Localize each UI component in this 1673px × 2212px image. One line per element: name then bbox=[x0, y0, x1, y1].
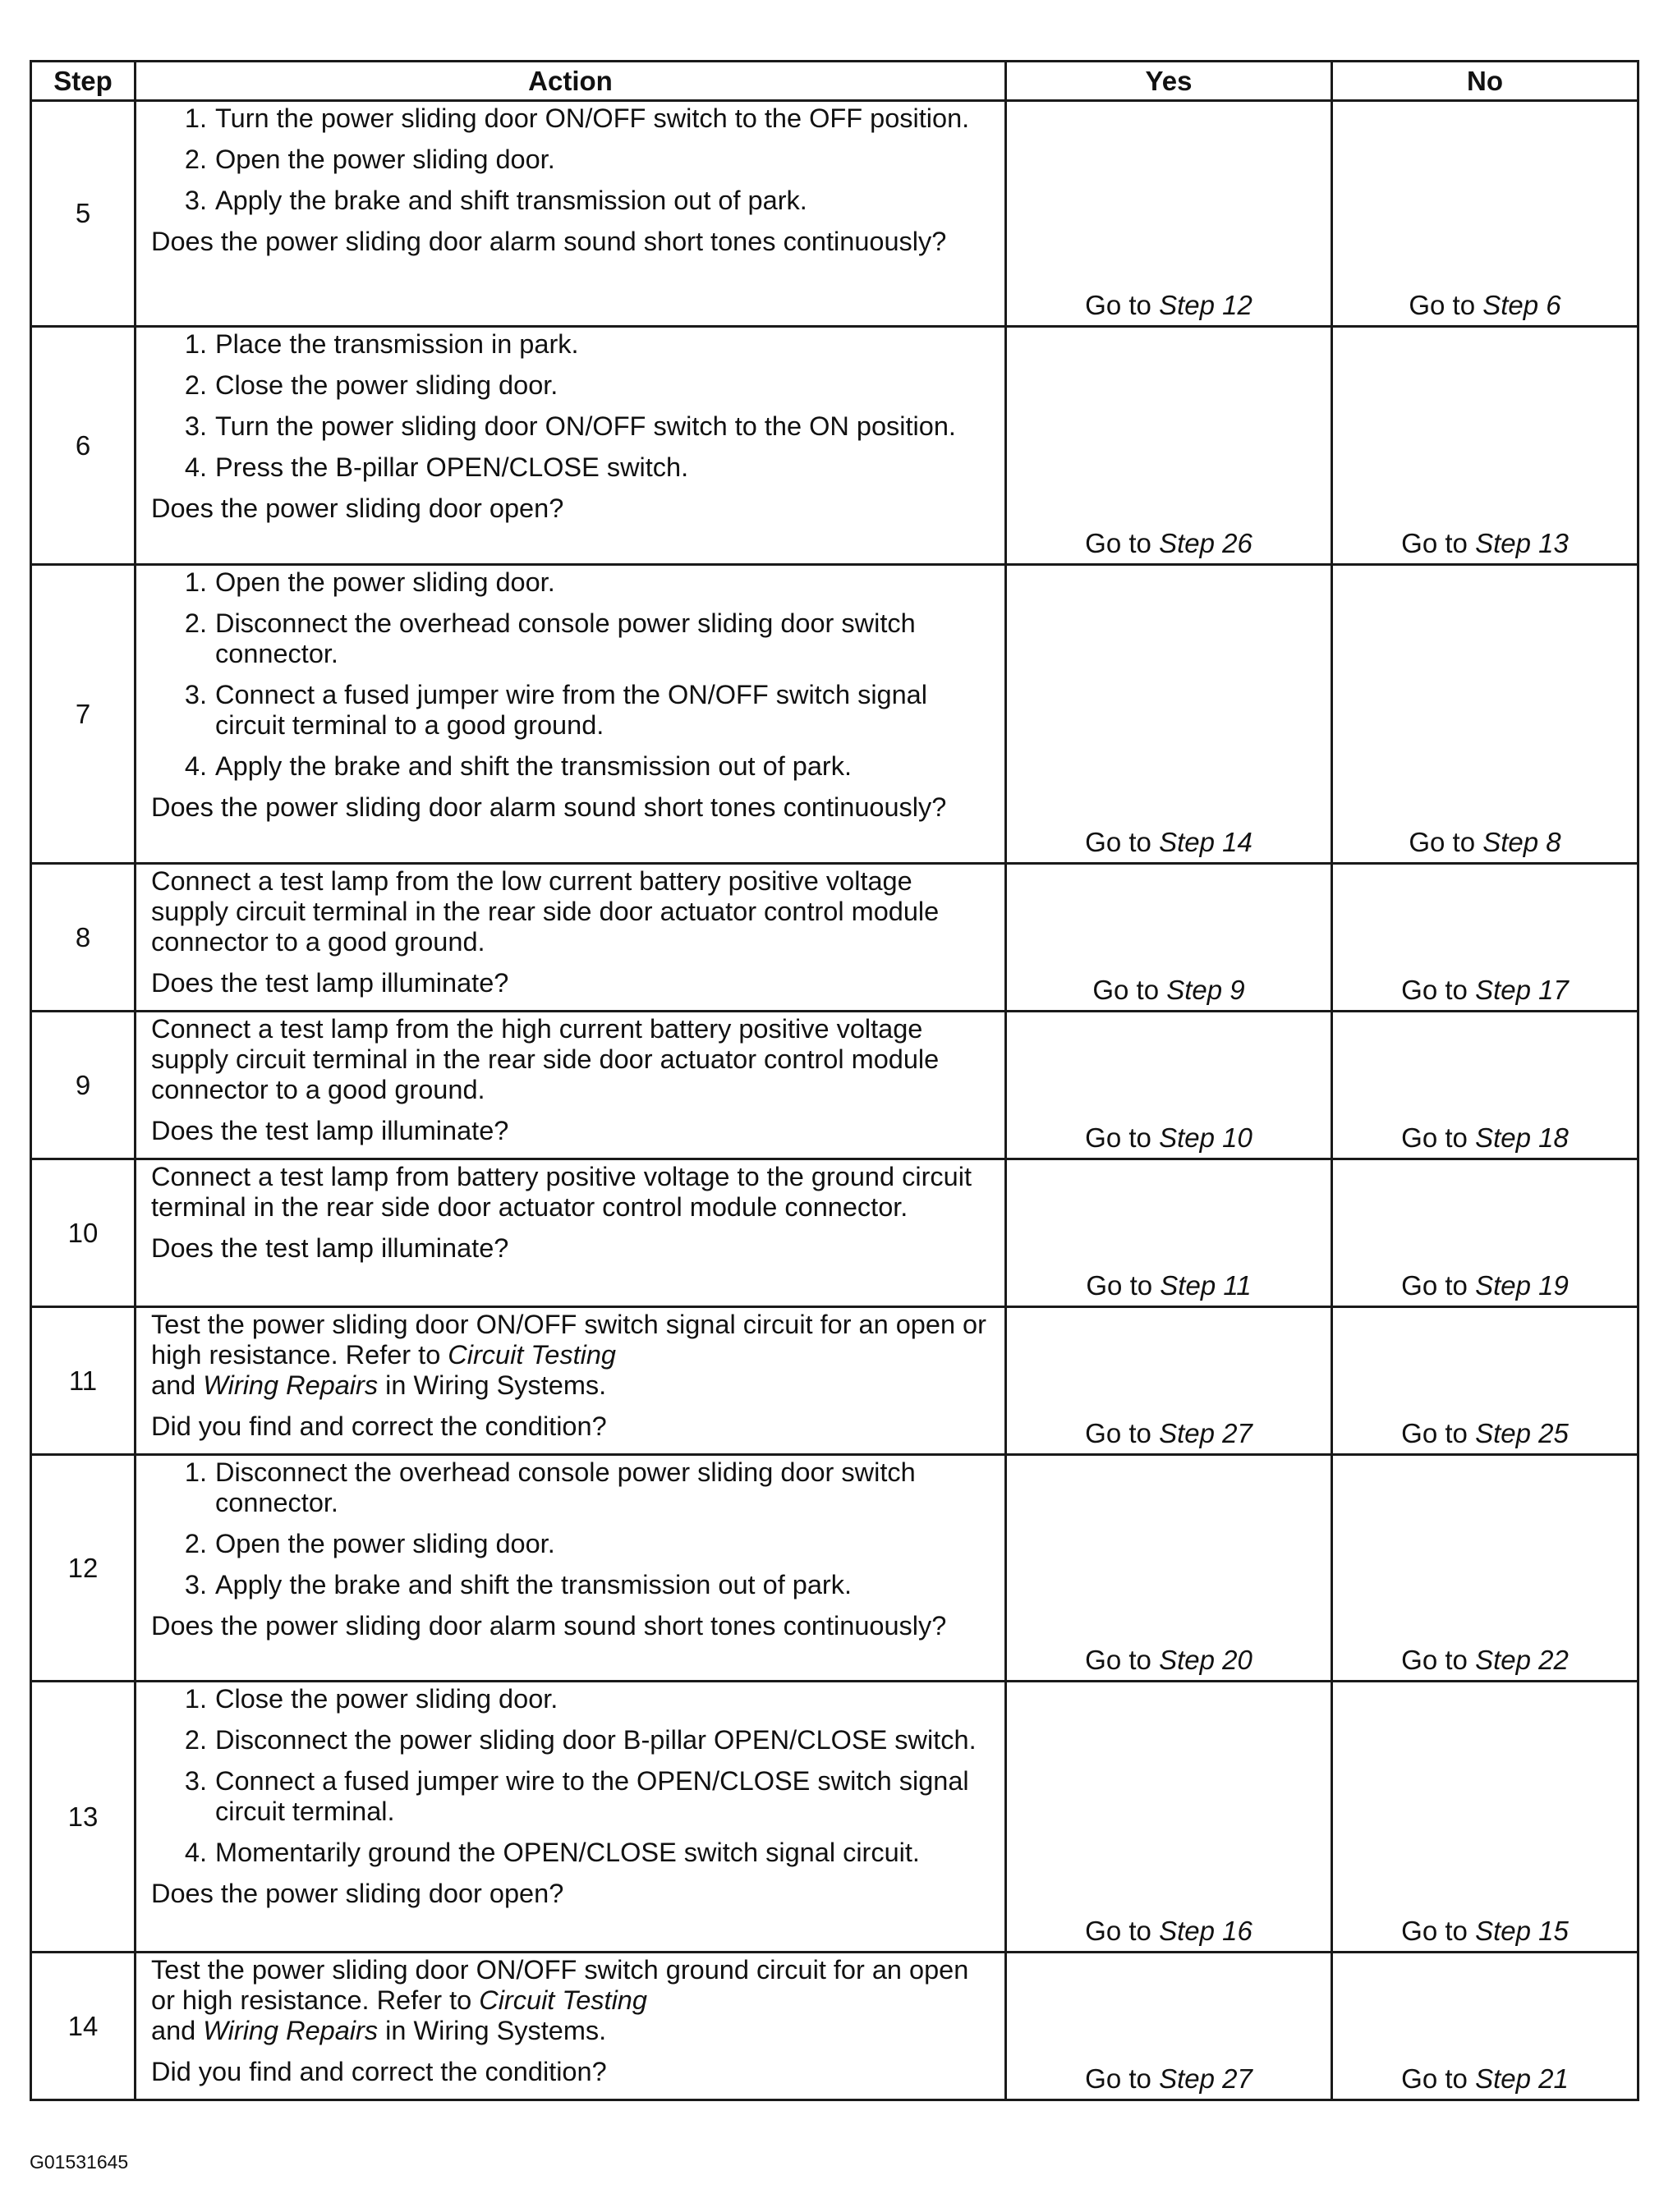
goto-yes bbox=[1085, 827, 1252, 857]
goto-prefix: Go to bbox=[1401, 975, 1476, 1005]
step-question: Does the power sliding door open? bbox=[151, 493, 564, 523]
goto-no bbox=[1409, 290, 1560, 320]
action-text bbox=[151, 1310, 996, 1401]
no-result bbox=[1332, 1953, 1639, 2100]
substep-item bbox=[151, 608, 996, 669]
yes-result bbox=[1006, 1953, 1332, 2100]
header-step: Step bbox=[31, 62, 136, 101]
step-number: 6 bbox=[31, 327, 136, 565]
action-text bbox=[151, 1162, 996, 1223]
no-result bbox=[1332, 327, 1639, 565]
substep-item bbox=[151, 1684, 996, 1714]
substep-item bbox=[151, 186, 996, 216]
substep-number: 1 . bbox=[176, 1457, 207, 1488]
action-text-main: Connect a test lamp from the high current battery positive voltage supply circuit terminal in the rear side door actuator control module connector to a good ground. bbox=[151, 1014, 940, 1104]
reference-wiring-repairs: Wiring Repairs bbox=[203, 2016, 379, 2045]
goto-prefix: Go to bbox=[1085, 1418, 1160, 1448]
action-text-main: Test the power sliding door ON/OFF switch signal circuit for an open or high resistance. Refer to bbox=[151, 1310, 986, 1370]
substep-text: Apply the brake and shift the transmission out of park. bbox=[215, 751, 853, 781]
step-number: 12 bbox=[31, 1455, 136, 1682]
goto-prefix: Go to bbox=[1409, 827, 1483, 857]
substep-number: 4 . bbox=[176, 1838, 207, 1868]
goto-step-target: Step 16 bbox=[1159, 1916, 1252, 1946]
header-action: Action bbox=[136, 62, 1006, 101]
substep-number: 3 . bbox=[176, 1570, 207, 1600]
step-question: Does the power sliding door open? bbox=[151, 1879, 564, 1908]
substep-item bbox=[151, 411, 996, 442]
goto-step-target: Step 25 bbox=[1475, 1418, 1569, 1448]
goto-prefix: Go to bbox=[1401, 1645, 1476, 1675]
step-number: 10 bbox=[31, 1159, 136, 1307]
substep-item bbox=[151, 1570, 996, 1600]
goto-step-target: Step 19 bbox=[1475, 1270, 1569, 1301]
substep-text: Momentarily ground the OPEN/CLOSE switch signal circuit. bbox=[215, 1838, 920, 1867]
substep-number: 1 . bbox=[176, 567, 207, 598]
step-number: 11 bbox=[31, 1307, 136, 1455]
action-text bbox=[151, 1955, 996, 2046]
substep-number: 2 . bbox=[176, 1529, 207, 1559]
yes-result bbox=[1006, 1682, 1332, 1953]
substep-number: 2 . bbox=[176, 370, 207, 401]
substep-number: 3 . bbox=[176, 1766, 207, 1797]
goto-yes bbox=[1086, 1270, 1251, 1301]
step-number: 7 bbox=[31, 565, 136, 864]
substep-number: 3 . bbox=[176, 680, 207, 710]
substep-number: 2 . bbox=[176, 1725, 207, 1755]
reference-tail: in Wiring Systems. bbox=[385, 1370, 607, 1400]
goto-yes bbox=[1085, 1645, 1252, 1675]
figure-id: G01531645 bbox=[30, 2151, 129, 2173]
goto-prefix: Go to bbox=[1401, 1270, 1476, 1301]
goto-prefix: Go to bbox=[1401, 1122, 1476, 1153]
goto-step-target: Step 8 bbox=[1482, 827, 1561, 857]
goto-prefix: Go to bbox=[1085, 528, 1160, 558]
table-header-row bbox=[31, 62, 1639, 101]
goto-prefix: Go to bbox=[1086, 1270, 1161, 1301]
goto-prefix: Go to bbox=[1085, 2063, 1160, 2094]
step-question: Does the test lamp illuminate? bbox=[151, 1116, 509, 1145]
yes-result bbox=[1006, 1012, 1332, 1159]
goto-prefix: Go to bbox=[1401, 1916, 1476, 1946]
substep-item bbox=[151, 103, 996, 134]
substep-text: Close the power sliding door. bbox=[215, 1684, 558, 1714]
substep-number: 1 . bbox=[176, 329, 207, 360]
goto-yes bbox=[1092, 975, 1244, 1005]
substep-number: 3 . bbox=[176, 186, 207, 216]
goto-no bbox=[1401, 1916, 1569, 1946]
step-question: Does the test lamp illuminate? bbox=[151, 968, 509, 998]
substep-text: Turn the power sliding door ON/OFF switch to the OFF position. bbox=[215, 103, 970, 133]
substep-list bbox=[151, 1684, 996, 1868]
substep-text: Disconnect the overhead console power sliding door switch connector. bbox=[215, 608, 916, 668]
diagnostic-document bbox=[30, 60, 1637, 2101]
substep-item bbox=[151, 370, 996, 401]
action-text bbox=[151, 866, 996, 957]
step-question: Does the test lamp illuminate? bbox=[151, 1233, 509, 1263]
goto-prefix: Go to bbox=[1085, 1122, 1160, 1153]
substep-number: 2 . bbox=[176, 608, 207, 639]
goto-step-target: Step 18 bbox=[1475, 1122, 1569, 1153]
goto-yes bbox=[1085, 2063, 1252, 2094]
substep-text: Connect a fused jumper wire from the ON/OFF switch signal circuit terminal to a good ground. bbox=[215, 680, 927, 740]
step-number: 8 bbox=[31, 864, 136, 1012]
no-result bbox=[1332, 864, 1639, 1012]
substep-text: Connect a fused jumper wire to the OPEN/CLOSE switch signal circuit terminal. bbox=[215, 1766, 969, 1826]
step-number: 9 bbox=[31, 1012, 136, 1159]
reference-joiner: and bbox=[151, 1370, 196, 1400]
goto-no bbox=[1401, 1122, 1569, 1153]
goto-step-target: Step 22 bbox=[1475, 1645, 1569, 1675]
substep-text: Press the B-pillar OPEN/CLOSE switch. bbox=[215, 452, 689, 482]
reference-tail: in Wiring Systems. bbox=[385, 2016, 607, 2045]
table-row bbox=[31, 864, 1639, 1012]
action-cell bbox=[136, 327, 1006, 565]
table-row bbox=[31, 1012, 1639, 1159]
substep-item bbox=[151, 567, 996, 598]
action-cell bbox=[136, 1682, 1006, 1953]
substep-number: 1 . bbox=[176, 1684, 207, 1714]
goto-step-target: Step 10 bbox=[1159, 1122, 1252, 1153]
step-question: Does the power sliding door alarm sound short tones continuously? bbox=[151, 227, 947, 256]
goto-no bbox=[1401, 975, 1569, 1005]
substep-text: Disconnect the power sliding door B-pillar OPEN/CLOSE switch. bbox=[215, 1725, 977, 1755]
substep-number: 2 . bbox=[176, 145, 207, 175]
goto-step-target: Step 6 bbox=[1482, 290, 1561, 320]
no-result bbox=[1332, 101, 1639, 327]
substep-number: 4 . bbox=[176, 452, 207, 483]
goto-yes bbox=[1085, 1916, 1252, 1946]
action-cell bbox=[136, 565, 1006, 864]
goto-prefix: Go to bbox=[1085, 1645, 1160, 1675]
action-text-main: Connect a test lamp from the low current battery positive voltage supply circuit terminal in the rear side door actuator control module connector to a good ground. bbox=[151, 866, 940, 957]
step-number: 5 bbox=[31, 101, 136, 327]
yes-result bbox=[1006, 565, 1332, 864]
goto-no bbox=[1401, 2063, 1569, 2094]
substep-list bbox=[151, 1457, 996, 1600]
substep-text: Apply the brake and shift transmission out of park. bbox=[215, 186, 807, 215]
goto-no bbox=[1401, 1270, 1569, 1301]
action-cell bbox=[136, 1307, 1006, 1455]
goto-step-target: Step 27 bbox=[1159, 1418, 1252, 1448]
goto-prefix: Go to bbox=[1401, 1418, 1476, 1448]
goto-step-target: Step 11 bbox=[1160, 1270, 1252, 1301]
goto-step-target: Step 27 bbox=[1159, 2063, 1252, 2094]
substep-item bbox=[151, 1766, 996, 1827]
table-row bbox=[31, 327, 1639, 565]
step-number: 13 bbox=[31, 1682, 136, 1953]
substep-text: Place the transmission in park. bbox=[215, 329, 579, 359]
yes-result bbox=[1006, 864, 1332, 1012]
action-text-main: Connect a test lamp from battery positive voltage to the ground circuit terminal in the rear side door actuator control module connector. bbox=[151, 1162, 972, 1222]
substep-number: 4 . bbox=[176, 751, 207, 782]
substep-list bbox=[151, 329, 996, 483]
goto-yes bbox=[1085, 290, 1252, 320]
goto-step-target: Step 17 bbox=[1475, 975, 1569, 1005]
no-result bbox=[1332, 1307, 1639, 1455]
yes-result bbox=[1006, 327, 1332, 565]
step-question: Did you find and correct the condition? bbox=[151, 2057, 607, 2086]
substep-number: 3 . bbox=[176, 411, 207, 442]
yes-result bbox=[1006, 101, 1332, 327]
yes-result bbox=[1006, 1307, 1332, 1455]
substep-item bbox=[151, 1725, 996, 1755]
goto-prefix: Go to bbox=[1401, 2063, 1476, 2094]
substep-text: Open the power sliding door. bbox=[215, 567, 555, 597]
reference-wiring-repairs: Wiring Repairs bbox=[203, 1370, 379, 1400]
action-text-main: Test the power sliding door ON/OFF switch ground circuit for an open or high resistance. Refer to bbox=[151, 1955, 969, 2015]
table-body bbox=[31, 101, 1639, 2100]
no-result bbox=[1332, 565, 1639, 864]
table-row bbox=[31, 1159, 1639, 1307]
table-row bbox=[31, 1455, 1639, 1682]
header-no: No bbox=[1332, 62, 1639, 101]
substep-item bbox=[151, 1529, 996, 1559]
goto-step-target: Step 9 bbox=[1166, 975, 1245, 1005]
substep-item bbox=[151, 329, 996, 360]
goto-step-target: Step 13 bbox=[1475, 528, 1569, 558]
no-result bbox=[1332, 1682, 1639, 1953]
goto-step-target: Step 14 bbox=[1159, 827, 1252, 857]
reference-circuit-testing: Circuit Testing bbox=[479, 1985, 647, 2015]
substep-text: Open the power sliding door. bbox=[215, 145, 555, 174]
action-cell bbox=[136, 1012, 1006, 1159]
goto-prefix: Go to bbox=[1092, 975, 1167, 1005]
table-row bbox=[31, 1307, 1639, 1455]
substep-item bbox=[151, 751, 996, 782]
goto-no bbox=[1401, 1418, 1569, 1448]
substep-list bbox=[151, 103, 996, 216]
action-cell bbox=[136, 1159, 1006, 1307]
yes-result bbox=[1006, 1159, 1332, 1307]
goto-step-target: Step 21 bbox=[1475, 2063, 1569, 2094]
substep-text: Disconnect the overhead console power sliding door switch connector. bbox=[215, 1457, 916, 1517]
substep-item bbox=[151, 1838, 996, 1868]
no-result bbox=[1332, 1159, 1639, 1307]
goto-step-target: Step 26 bbox=[1159, 528, 1252, 558]
substep-text: Close the power sliding door. bbox=[215, 370, 558, 400]
action-cell bbox=[136, 1953, 1006, 2100]
substep-text: Open the power sliding door. bbox=[215, 1529, 555, 1558]
step-question: Does the power sliding door alarm sound short tones continuously? bbox=[151, 1611, 947, 1641]
no-result bbox=[1332, 1012, 1639, 1159]
diagnostic-steps-table bbox=[30, 60, 1639, 2101]
table-row bbox=[31, 1953, 1639, 2100]
substep-item bbox=[151, 1457, 996, 1518]
goto-prefix: Go to bbox=[1085, 827, 1160, 857]
header-yes: Yes bbox=[1006, 62, 1332, 101]
goto-yes bbox=[1085, 1122, 1252, 1153]
goto-yes bbox=[1085, 1418, 1252, 1448]
goto-no bbox=[1409, 827, 1560, 857]
substep-text: Apply the brake and shift the transmission out of park. bbox=[215, 1570, 853, 1599]
reference-joiner: and bbox=[151, 2016, 196, 2045]
goto-step-target: Step 15 bbox=[1475, 1916, 1569, 1946]
substep-item bbox=[151, 145, 996, 175]
step-question: Does the power sliding door alarm sound short tones continuously? bbox=[151, 792, 947, 822]
substep-text: Turn the power sliding door ON/OFF switch to the ON position. bbox=[215, 411, 956, 441]
substep-number: 1 . bbox=[176, 103, 207, 134]
reference-circuit-testing: Circuit Testing bbox=[448, 1340, 617, 1370]
goto-no bbox=[1401, 528, 1569, 558]
yes-result bbox=[1006, 1455, 1332, 1682]
action-text bbox=[151, 1014, 996, 1105]
goto-prefix: Go to bbox=[1401, 528, 1476, 558]
goto-no bbox=[1401, 1645, 1569, 1675]
action-cell bbox=[136, 1455, 1006, 1682]
substep-item bbox=[151, 680, 996, 741]
step-question: Did you find and correct the condition? bbox=[151, 1411, 607, 1441]
step-number: 14 bbox=[31, 1953, 136, 2100]
table-row bbox=[31, 565, 1639, 864]
action-cell bbox=[136, 864, 1006, 1012]
substep-list bbox=[151, 567, 996, 782]
table-row bbox=[31, 1682, 1639, 1953]
no-result bbox=[1332, 1455, 1639, 1682]
goto-prefix: Go to bbox=[1085, 1916, 1160, 1946]
goto-step-target: Step 20 bbox=[1159, 1645, 1252, 1675]
goto-prefix: Go to bbox=[1409, 290, 1483, 320]
goto-prefix: Go to bbox=[1085, 290, 1160, 320]
goto-yes bbox=[1085, 528, 1252, 558]
goto-step-target: Step 12 bbox=[1159, 290, 1252, 320]
substep-item bbox=[151, 452, 996, 483]
table-row bbox=[31, 101, 1639, 327]
action-cell bbox=[136, 101, 1006, 327]
